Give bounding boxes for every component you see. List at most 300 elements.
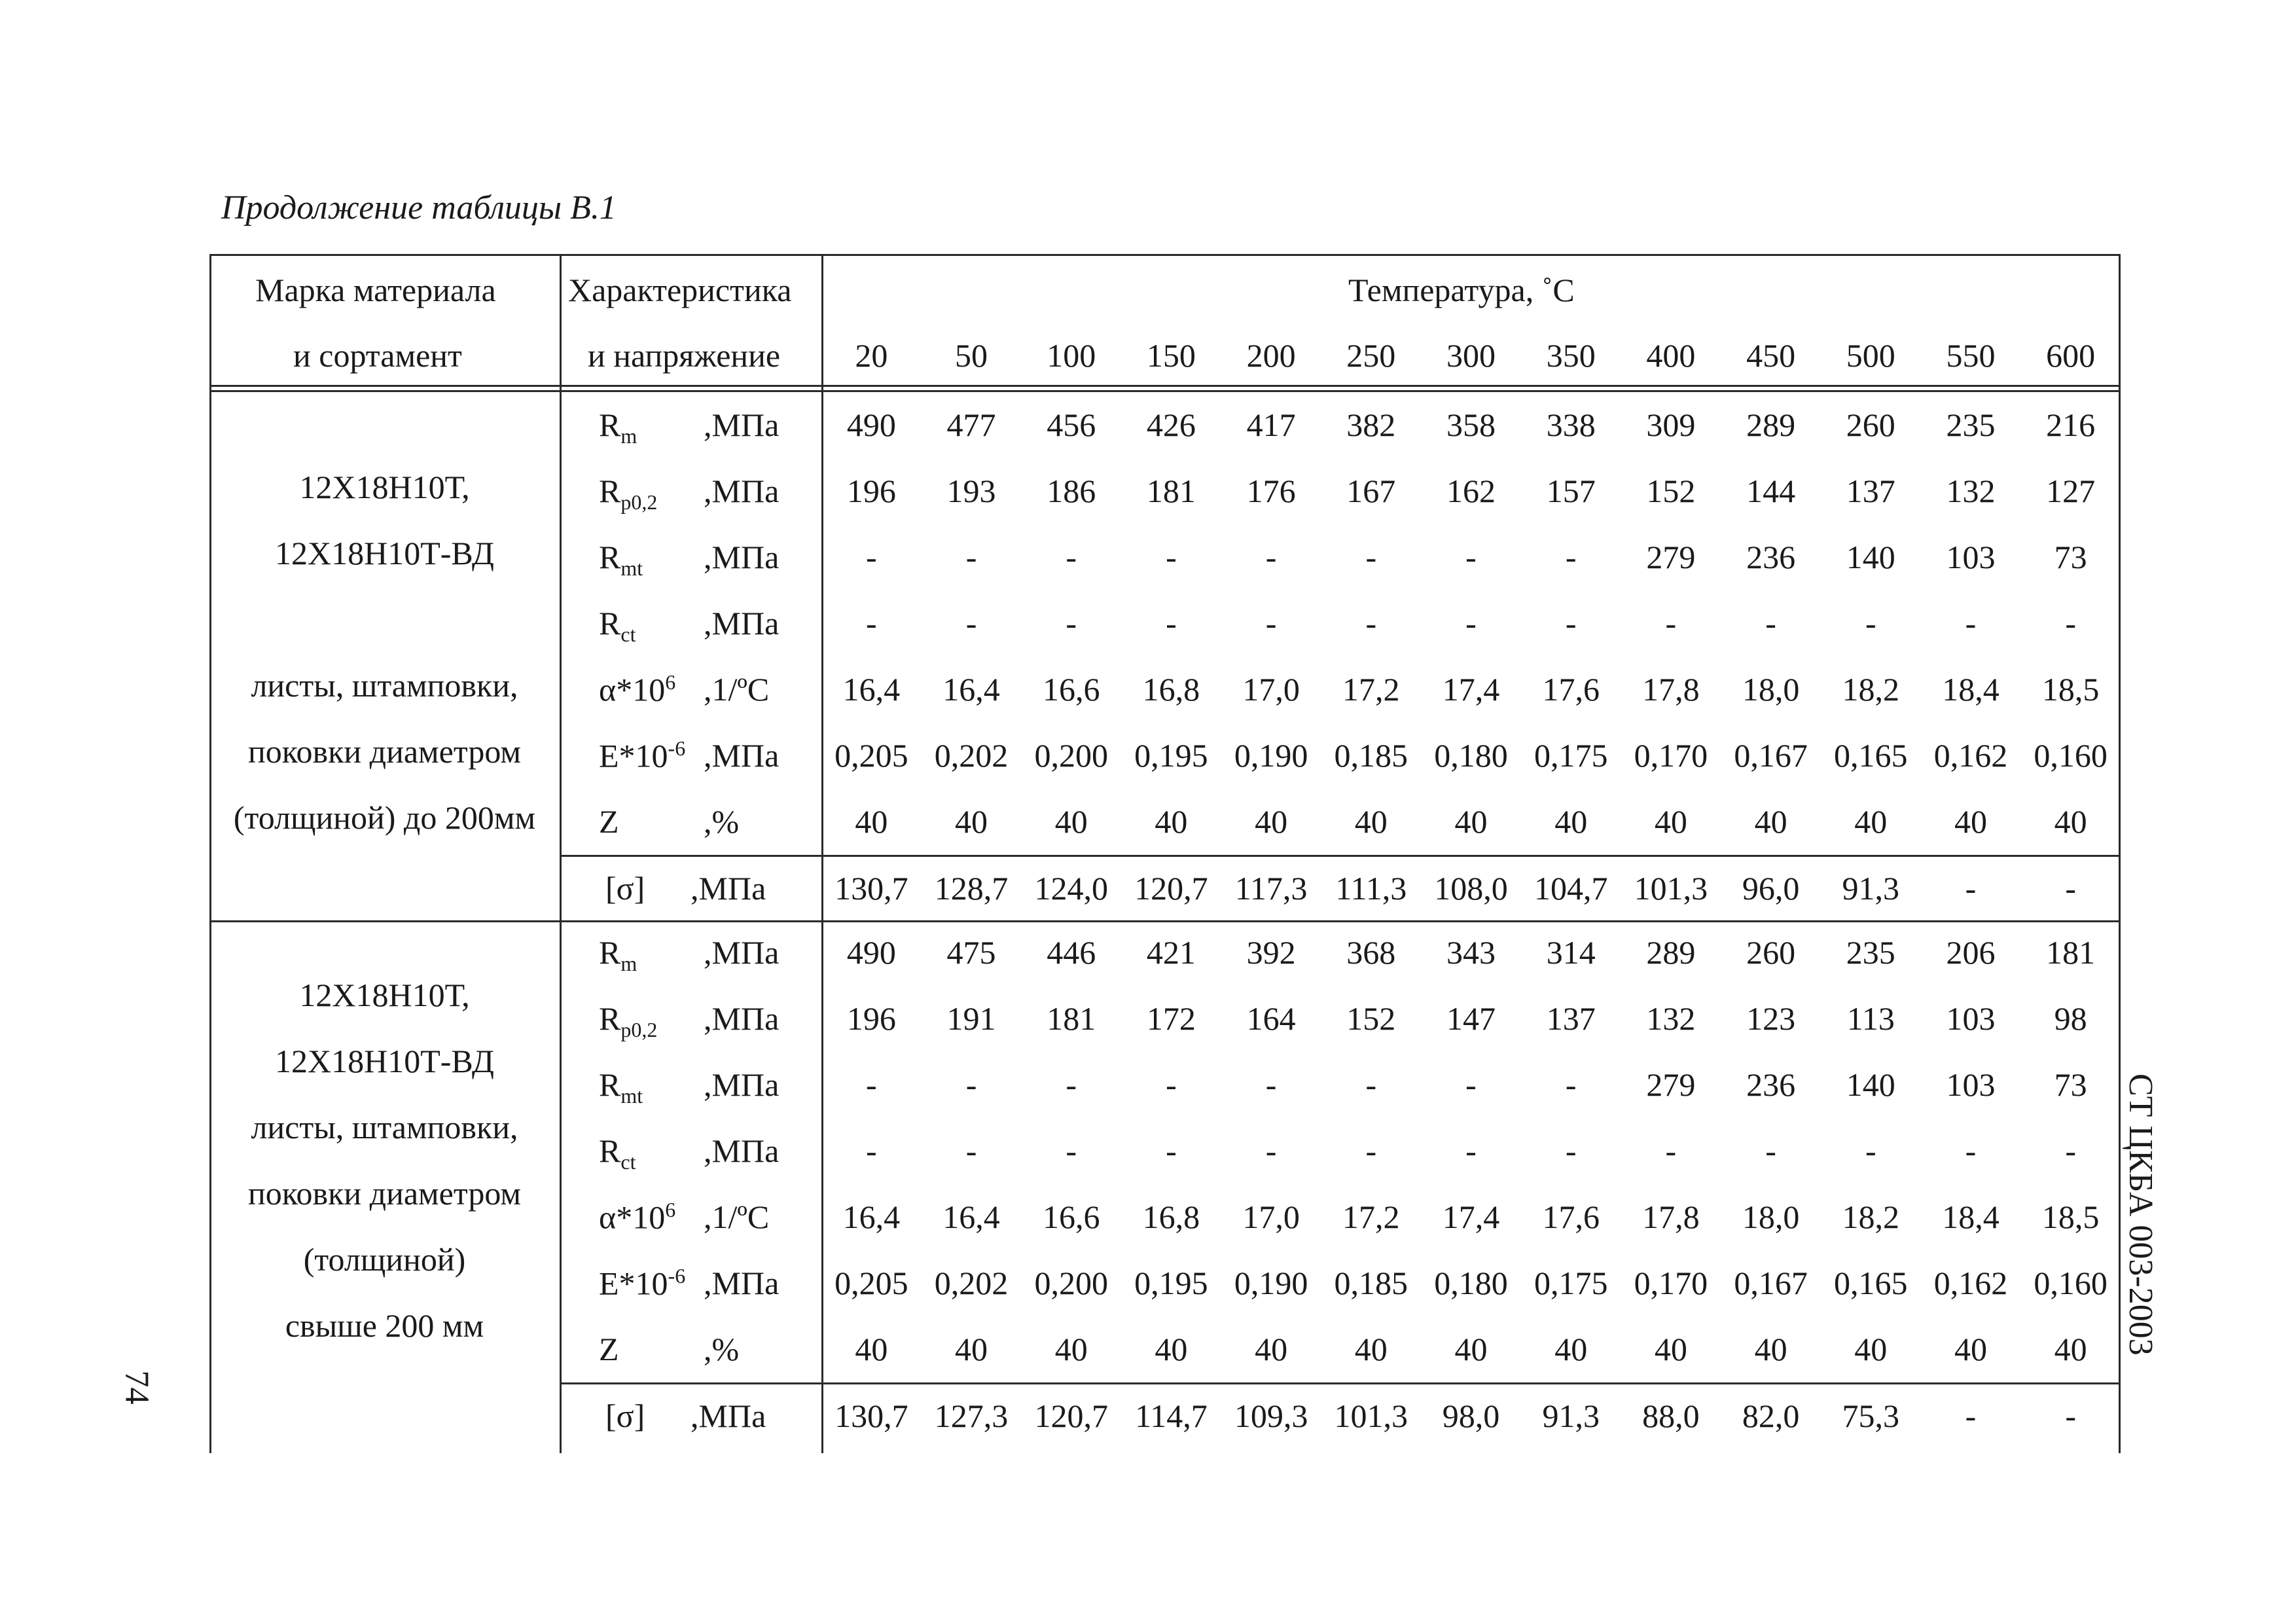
sigma-value-cell: 114,7 — [1135, 1398, 1208, 1434]
value-cell: 98 — [2054, 1000, 2087, 1037]
material-text-line: 12Х18Н10Т, — [299, 469, 470, 505]
value-cell: 40 — [1354, 803, 1388, 840]
characteristic-unit: ,% — [704, 1331, 740, 1367]
value-cell: 0,170 — [1634, 737, 1708, 774]
value-cell: 40 — [1155, 1331, 1188, 1367]
symbol-subscript: p0,2 — [620, 490, 658, 514]
header-temperature-cell: 300 — [1446, 337, 1496, 374]
standard-designation: СТ ЦКБА 003-2003 — [2122, 1074, 2159, 1356]
value-cell: - — [1565, 605, 1577, 641]
symbol-subscript: m — [620, 424, 637, 448]
characteristic-unit: ,МПа — [704, 1132, 780, 1169]
characteristic-unit: ,МПа — [704, 406, 780, 443]
value-cell: 147 — [1446, 1000, 1496, 1037]
value-cell: 0,165 — [1834, 1265, 1908, 1301]
value-cell: 137 — [1546, 1000, 1596, 1037]
sigma-value-cell: - — [2065, 870, 2076, 907]
sigma-value-cell: - — [1965, 1398, 1977, 1434]
value-cell: 18,4 — [1942, 671, 2000, 708]
value-cell: 17,6 — [1542, 671, 1600, 708]
value-cell: 0,195 — [1134, 737, 1208, 774]
header-characteristic-line2: и напряжение — [588, 337, 781, 374]
sigma-value-cell: 88,0 — [1642, 1398, 1700, 1434]
value-cell: 137 — [1846, 473, 1895, 509]
characteristic-symbol — [599, 1000, 657, 1042]
value-cell: 40 — [1754, 803, 1787, 840]
value-cell: 127 — [2046, 473, 2096, 509]
value-cell: 176 — [1246, 473, 1296, 509]
value-cell: - — [1965, 1132, 1977, 1169]
header-temperature-cell: 550 — [1946, 337, 1996, 374]
value-cell: 40 — [1854, 803, 1888, 840]
value-cell: 490 — [846, 934, 896, 971]
symbol-superscript: -6 — [668, 1264, 686, 1288]
characteristic-column-divider — [821, 254, 823, 1453]
sigma-value-cell: 91,3 — [1542, 1398, 1600, 1434]
symbol-base: R — [599, 406, 621, 443]
characteristic-unit: ,МПа — [704, 1066, 780, 1103]
table-caption: Продолжение таблицы В.1 — [221, 189, 617, 226]
value-cell: - — [2065, 605, 2076, 641]
value-cell: 0,202 — [934, 737, 1009, 774]
value-cell: 40 — [1654, 1331, 1687, 1367]
sigma-value-cell: 124,0 — [1034, 870, 1108, 907]
sigma-value-cell: 128,7 — [934, 870, 1009, 907]
value-cell: 0,200 — [1034, 737, 1108, 774]
symbol-subscript: mt — [620, 1084, 643, 1108]
symbol-base: E*10 — [599, 737, 668, 774]
material-text-line: 12Х18Н10Т-ВД — [275, 1043, 494, 1079]
value-cell: 40 — [1454, 1331, 1488, 1367]
value-cell: - — [866, 605, 877, 641]
value-cell: 235 — [1846, 934, 1895, 971]
value-cell: 309 — [1646, 406, 1696, 443]
sigma-value-cell: 130,7 — [834, 1398, 908, 1434]
value-cell: 260 — [1746, 934, 1796, 971]
section-divider — [209, 920, 2121, 922]
characteristic-symbol — [599, 1066, 643, 1108]
value-cell: - — [1665, 605, 1677, 641]
material-text-line: 12Х18Н10Т-ВД — [275, 535, 494, 571]
value-cell: 157 — [1546, 473, 1596, 509]
value-cell: 279 — [1646, 1066, 1696, 1103]
value-cell: 338 — [1546, 406, 1596, 443]
value-cell: - — [1465, 605, 1477, 641]
header-temperature-cell: 400 — [1646, 337, 1696, 374]
value-cell: 123 — [1746, 1000, 1796, 1037]
value-cell: 152 — [1646, 473, 1696, 509]
value-cell: 0,185 — [1334, 1265, 1408, 1301]
symbol-subscript: ct — [620, 1150, 636, 1174]
value-cell: 40 — [1054, 803, 1088, 840]
properties-table — [209, 254, 2121, 1453]
value-cell: 17,6 — [1542, 1199, 1600, 1235]
value-cell: 17,0 — [1242, 1199, 1300, 1235]
value-cell: 0,205 — [834, 737, 908, 774]
page-number: 74 — [118, 1370, 156, 1405]
characteristic-symbol — [599, 472, 657, 514]
value-cell: - — [1465, 1132, 1477, 1169]
value-cell: - — [1265, 539, 1277, 575]
characteristic-symbol — [599, 1198, 675, 1236]
value-cell: 17,8 — [1642, 1199, 1700, 1235]
value-cell: 18,0 — [1742, 671, 1800, 708]
sigma-value-cell: 75,3 — [1842, 1398, 1900, 1434]
symbol-base: R — [599, 1000, 621, 1037]
value-cell: 16,6 — [1042, 671, 1100, 708]
value-cell: 132 — [1646, 1000, 1696, 1037]
value-cell: 260 — [1846, 406, 1895, 443]
value-cell: 0,167 — [1734, 737, 1808, 774]
table-top-border — [209, 254, 2121, 256]
value-cell: 0,160 — [2034, 1265, 2108, 1301]
value-cell: - — [1066, 605, 1077, 641]
value-cell: 456 — [1047, 406, 1096, 443]
header-temperature-title: Температура, ˚С — [1348, 272, 1575, 308]
value-cell: 132 — [1946, 473, 1996, 509]
value-cell: - — [1365, 605, 1377, 641]
value-cell: - — [1965, 605, 1977, 641]
characteristic-unit: ,МПа — [704, 539, 780, 575]
characteristic-symbol — [599, 736, 685, 775]
value-cell: 0,180 — [1434, 1265, 1508, 1301]
value-cell: 236 — [1746, 1066, 1796, 1103]
symbol-base: E*10 — [599, 1265, 668, 1302]
characteristic-symbol — [599, 670, 675, 709]
value-cell: 40 — [955, 1331, 988, 1367]
value-cell: - — [866, 539, 877, 575]
value-cell: 103 — [1946, 1066, 1996, 1103]
header-temperature-cell: 350 — [1546, 337, 1596, 374]
sigma-value-cell: 91,3 — [1842, 870, 1900, 907]
material-text-line: 12Х18Н10Т, — [299, 977, 470, 1013]
characteristic-symbol — [599, 604, 636, 647]
value-cell: - — [965, 539, 977, 575]
value-cell: 0,200 — [1034, 1265, 1108, 1301]
value-cell: 475 — [946, 934, 996, 971]
value-cell: 289 — [1746, 406, 1796, 443]
value-cell: 216 — [2046, 406, 2096, 443]
value-cell: 144 — [1746, 473, 1796, 509]
value-cell: 17,4 — [1442, 1199, 1500, 1235]
value-cell: - — [1365, 1132, 1377, 1169]
value-cell: 17,2 — [1342, 671, 1400, 708]
value-cell: 392 — [1246, 934, 1296, 971]
value-cell: - — [1565, 1066, 1577, 1103]
value-cell: 40 — [1454, 803, 1488, 840]
header-characteristic-line1: Характеристика — [568, 272, 792, 308]
sigma-value-cell: 109,3 — [1234, 1398, 1308, 1434]
value-cell: 16,8 — [1142, 1199, 1200, 1235]
value-cell: 181 — [2046, 934, 2096, 971]
value-cell: 40 — [1654, 803, 1687, 840]
value-cell: 0,167 — [1734, 1265, 1808, 1301]
sigma-value-cell: 82,0 — [1742, 1398, 1800, 1434]
value-cell: - — [1765, 1132, 1776, 1169]
value-cell: 0,162 — [1933, 737, 2008, 774]
value-cell: - — [1166, 539, 1177, 575]
value-cell: 167 — [1346, 473, 1396, 509]
value-cell: 17,4 — [1442, 671, 1500, 708]
sigma-value-cell: 96,0 — [1742, 870, 1800, 907]
value-cell: 73 — [2054, 539, 2087, 575]
value-cell: 17,0 — [1242, 671, 1300, 708]
sigma-value-cell: - — [2065, 1398, 2076, 1434]
value-cell: 490 — [846, 406, 896, 443]
sigma-value-cell: 101,3 — [1334, 1398, 1408, 1434]
value-cell: 0,185 — [1334, 737, 1408, 774]
symbol-base: R — [599, 1066, 621, 1103]
value-cell: - — [1265, 1132, 1277, 1169]
value-cell: 17,8 — [1642, 671, 1700, 708]
sigma-value-cell: 117,3 — [1234, 870, 1308, 907]
value-cell: 140 — [1846, 1066, 1895, 1103]
symbol-base: R — [599, 539, 621, 575]
value-cell: 40 — [1954, 803, 1987, 840]
material-column-divider — [560, 254, 562, 1453]
value-cell: 0,175 — [1534, 1265, 1608, 1301]
value-cell: 477 — [946, 406, 996, 443]
value-cell: - — [1365, 1066, 1377, 1103]
value-cell: 206 — [1946, 934, 1996, 971]
value-cell: 18,2 — [1842, 671, 1900, 708]
header-temperature-cell: 20 — [855, 337, 888, 374]
symbol-base: R — [599, 473, 621, 509]
value-cell: - — [965, 1066, 977, 1103]
header-temperature-cell: 250 — [1346, 337, 1396, 374]
symbol-superscript: -6 — [668, 736, 686, 760]
value-cell: 162 — [1446, 473, 1496, 509]
characteristic-unit: ,МПа — [704, 605, 780, 641]
value-cell: - — [866, 1132, 877, 1169]
value-cell: - — [1265, 605, 1277, 641]
value-cell: 16,4 — [842, 1199, 901, 1235]
sigma-value-cell: 101,3 — [1634, 870, 1708, 907]
sigma-value-cell: 120,7 — [1034, 1398, 1108, 1434]
sigma-value-cell: 108,0 — [1434, 870, 1508, 907]
value-cell: 40 — [2054, 803, 2087, 840]
value-cell: 40 — [955, 803, 988, 840]
header-material-line2: и сортамент — [293, 337, 462, 374]
value-cell: - — [1365, 539, 1377, 575]
material-text-line: листы, штамповки, — [251, 667, 518, 704]
value-cell: 235 — [1946, 406, 1996, 443]
material-text-line: (толщиной) — [303, 1241, 466, 1278]
header-bottom-rule — [209, 385, 2121, 387]
value-cell: 18,4 — [1942, 1199, 2000, 1235]
symbol-base: Z — [599, 803, 619, 840]
value-cell: 17,2 — [1342, 1199, 1400, 1235]
material-text-line: поковки диаметром — [247, 733, 522, 770]
header-temperature-cell: 100 — [1047, 337, 1096, 374]
characteristic-unit: ,1/ºС — [704, 671, 770, 708]
sigma-row-divider — [560, 855, 2121, 857]
value-cell: 40 — [1854, 1331, 1888, 1367]
value-cell: 18,5 — [2041, 1199, 2100, 1235]
header-temperature-cell: 600 — [2046, 337, 2096, 374]
value-cell: 40 — [1054, 1331, 1088, 1367]
value-cell: 368 — [1346, 934, 1396, 971]
value-cell: - — [1166, 1132, 1177, 1169]
value-cell: - — [866, 1066, 877, 1103]
table-right-border — [2119, 254, 2121, 1453]
sigma-value-cell: 120,7 — [1134, 870, 1208, 907]
value-cell: 289 — [1646, 934, 1696, 971]
value-cell: - — [1565, 1132, 1577, 1169]
value-cell: 0,162 — [1933, 1265, 2008, 1301]
characteristic-symbol — [599, 1264, 685, 1303]
value-cell: - — [1066, 1132, 1077, 1169]
value-cell: - — [1066, 1066, 1077, 1103]
header-temperature-cell: 200 — [1246, 337, 1296, 374]
symbol-subscript: p0,2 — [620, 1018, 658, 1041]
value-cell: 0,202 — [934, 1265, 1009, 1301]
value-cell: 40 — [1255, 803, 1288, 840]
value-cell: - — [1565, 539, 1577, 575]
value-cell: - — [2065, 1132, 2076, 1169]
value-cell: - — [1166, 605, 1177, 641]
value-cell: 140 — [1846, 539, 1895, 575]
value-cell: 40 — [1155, 803, 1188, 840]
allowable-stress-unit: ,МПа — [691, 1398, 766, 1434]
value-cell: 0,195 — [1134, 1265, 1208, 1301]
value-cell: 181 — [1047, 1000, 1096, 1037]
characteristic-unit: ,МПа — [704, 934, 780, 971]
characteristic-symbol — [599, 538, 643, 581]
value-cell: - — [965, 605, 977, 641]
symbol-base: R — [599, 934, 621, 971]
characteristic-symbol — [599, 933, 637, 976]
symbol-subscript: mt — [620, 556, 643, 580]
value-cell: 103 — [1946, 539, 1996, 575]
value-cell: 0,190 — [1234, 737, 1308, 774]
value-cell: 0,175 — [1534, 737, 1608, 774]
allowable-stress-symbol: [σ] — [605, 870, 645, 907]
value-cell: 186 — [1047, 473, 1096, 509]
value-cell: 16,4 — [842, 671, 901, 708]
value-cell: 40 — [855, 803, 888, 840]
header-temperature-cell: 150 — [1146, 337, 1196, 374]
allowable-stress-unit: ,МПа — [691, 870, 766, 907]
characteristic-symbol — [599, 1330, 619, 1368]
value-cell: - — [1465, 1066, 1477, 1103]
value-cell: 40 — [855, 1331, 888, 1367]
symbol-base: Z — [599, 1331, 619, 1367]
value-cell: 279 — [1646, 539, 1696, 575]
value-cell: 16,4 — [942, 671, 1000, 708]
value-cell: 40 — [1354, 1331, 1388, 1367]
header-temperature-cell: 50 — [955, 337, 988, 374]
material-text-line: (толщиной) до 200мм — [233, 799, 536, 836]
value-cell: 417 — [1246, 406, 1296, 443]
value-cell: 0,160 — [2034, 737, 2108, 774]
value-cell: 18,2 — [1842, 1199, 1900, 1235]
value-cell: 113 — [1846, 1000, 1895, 1037]
characteristic-unit: ,МПа — [704, 737, 780, 774]
value-cell: 193 — [946, 473, 996, 509]
value-cell: 314 — [1546, 934, 1596, 971]
value-cell: - — [1665, 1132, 1677, 1169]
sigma-value-cell: 127,3 — [934, 1398, 1009, 1434]
value-cell: - — [1865, 1132, 1876, 1169]
material-text-line: свыше 200 мм — [285, 1307, 484, 1344]
header-temperature-cell: 450 — [1746, 337, 1796, 374]
value-cell: 343 — [1446, 934, 1496, 971]
symbol-superscript: 6 — [665, 1198, 676, 1221]
value-cell: 0,190 — [1234, 1265, 1308, 1301]
symbol-base: R — [599, 1132, 621, 1169]
value-cell: 40 — [1554, 803, 1588, 840]
sigma-value-cell: 130,7 — [834, 870, 908, 907]
value-cell: 40 — [2054, 1331, 2087, 1367]
symbol-base: R — [599, 605, 621, 641]
value-cell: 196 — [846, 473, 896, 509]
value-cell: 446 — [1047, 934, 1096, 971]
value-cell: 0,180 — [1434, 737, 1508, 774]
value-cell: 0,205 — [834, 1265, 908, 1301]
value-cell: 16,6 — [1042, 1199, 1100, 1235]
value-cell: 103 — [1946, 1000, 1996, 1037]
characteristic-unit: ,1/ºС — [704, 1199, 770, 1235]
value-cell: 172 — [1146, 1000, 1196, 1037]
value-cell: - — [965, 1132, 977, 1169]
value-cell: 40 — [1255, 1331, 1288, 1367]
value-cell: - — [1066, 539, 1077, 575]
value-cell: - — [1166, 1066, 1177, 1103]
value-cell: 16,8 — [1142, 671, 1200, 708]
value-cell: 73 — [2054, 1066, 2087, 1103]
header-material-line1: Марка материала — [255, 272, 496, 308]
material-text-line: листы, штамповки, — [251, 1109, 518, 1146]
value-cell: 191 — [946, 1000, 996, 1037]
value-cell: 40 — [1954, 1331, 1987, 1367]
value-cell: 40 — [1754, 1331, 1787, 1367]
value-cell: 164 — [1246, 1000, 1296, 1037]
characteristic-symbol — [599, 406, 637, 448]
value-cell: - — [1265, 1066, 1277, 1103]
allowable-stress-symbol: [σ] — [605, 1398, 645, 1434]
value-cell: 18,5 — [2041, 671, 2100, 708]
sigma-value-cell: - — [1965, 870, 1977, 907]
symbol-superscript: 6 — [665, 670, 676, 694]
value-cell: 0,170 — [1634, 1265, 1708, 1301]
value-cell: 40 — [1554, 1331, 1588, 1367]
value-cell: 426 — [1146, 406, 1196, 443]
characteristic-unit: ,МПа — [704, 473, 780, 509]
characteristic-unit: ,% — [704, 803, 740, 840]
value-cell: 382 — [1346, 406, 1396, 443]
characteristic-symbol — [599, 1132, 636, 1174]
symbol-base: α*10 — [599, 671, 666, 708]
sigma-row-divider — [560, 1382, 2121, 1384]
value-cell: 16,4 — [942, 1199, 1000, 1235]
characteristic-symbol — [599, 803, 619, 840]
value-cell: 236 — [1746, 539, 1796, 575]
characteristic-unit: ,МПа — [704, 1000, 780, 1037]
symbol-base: α*10 — [599, 1199, 666, 1236]
characteristic-unit: ,МПа — [704, 1265, 780, 1301]
value-cell: 358 — [1446, 406, 1496, 443]
value-cell: 152 — [1346, 1000, 1396, 1037]
material-text-line: поковки диаметром — [247, 1175, 522, 1212]
value-cell: 18,0 — [1742, 1199, 1800, 1235]
header-temperature-cell: 500 — [1846, 337, 1895, 374]
symbol-subscript: m — [620, 952, 637, 975]
value-cell: - — [1865, 605, 1876, 641]
header-bottom-rule-double — [209, 390, 2121, 392]
value-cell: - — [1465, 539, 1477, 575]
symbol-subscript: ct — [620, 623, 636, 646]
